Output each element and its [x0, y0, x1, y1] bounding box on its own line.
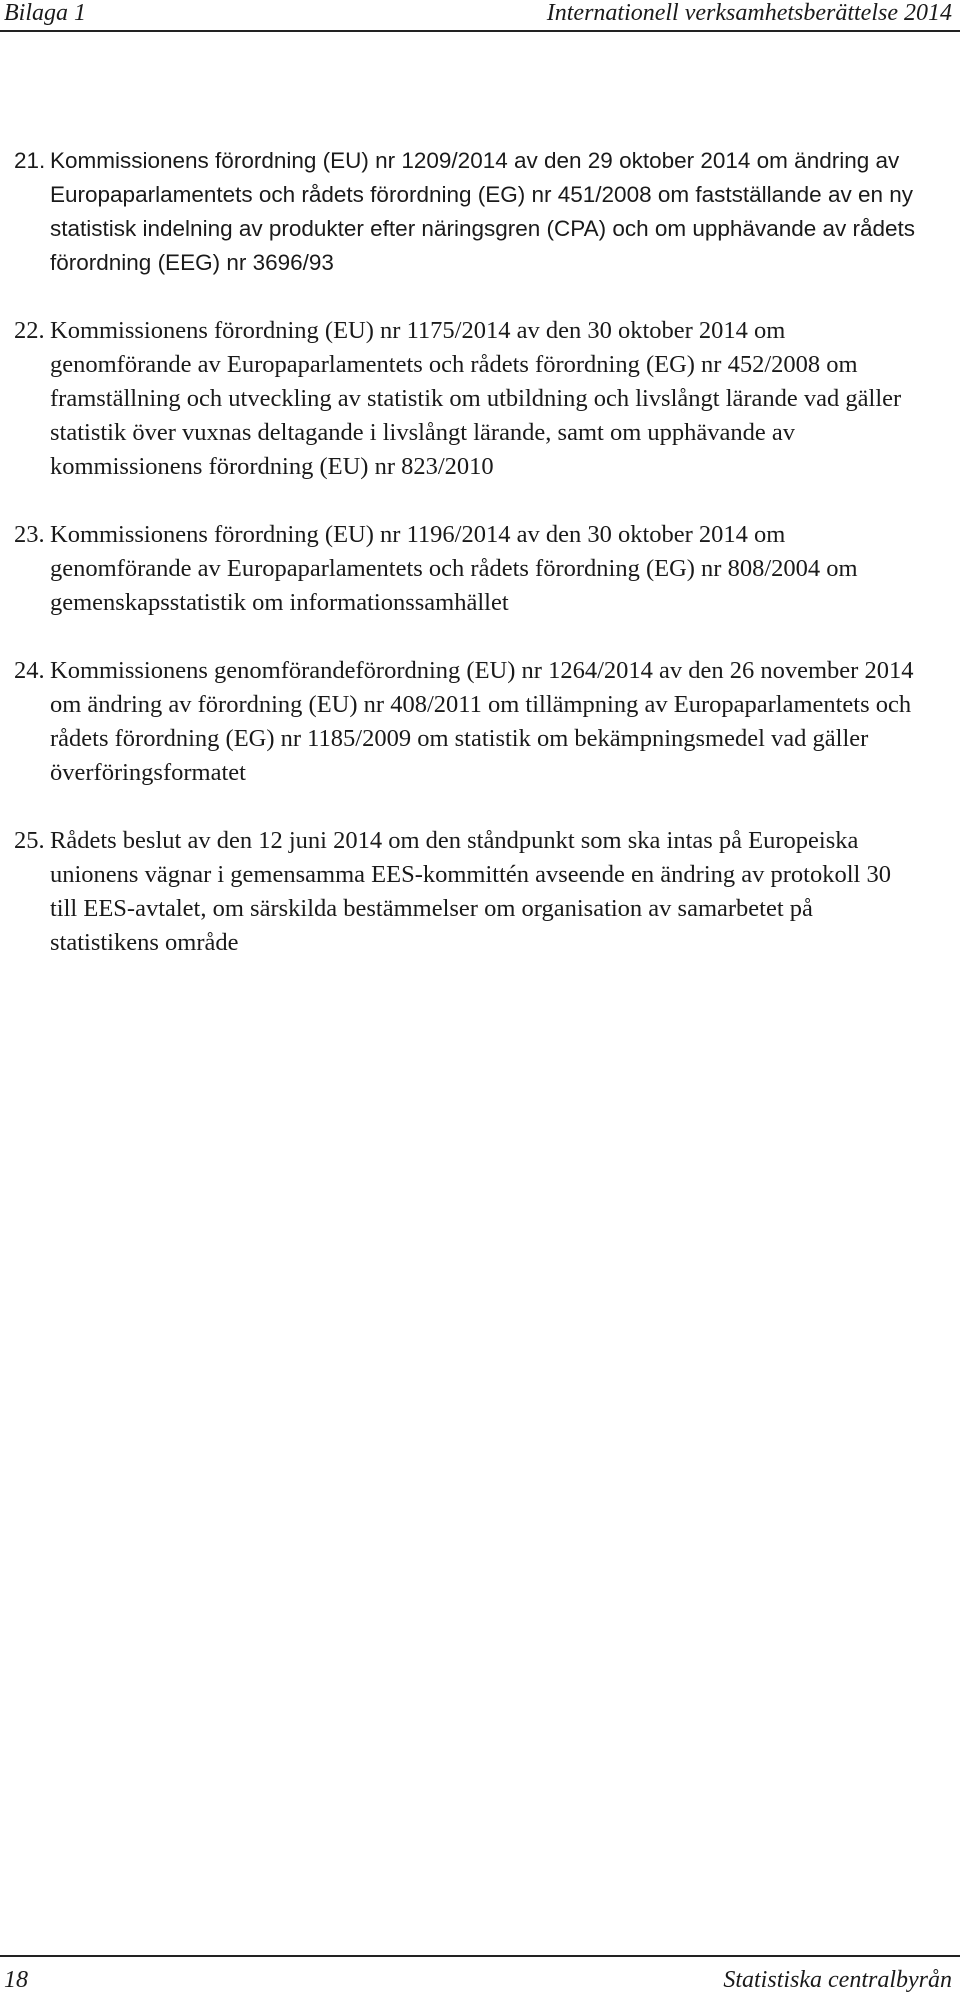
list-item-number: 23.	[14, 521, 45, 548]
page-number: 18	[4, 1967, 28, 1993]
list-item	[14, 518, 920, 620]
list-item-text: Kommissionens förordning (EU) nr 1196/2014 av den 30 oktober 2014 om genomförande av Europaparlamentets och rådets förordning (EG) nr 808/2004 om gemenskapsstatistik om informationssamhället	[50, 521, 858, 616]
list-item-number: 21.	[14, 148, 46, 173]
list-item-number: 22.	[14, 317, 45, 344]
list-item	[14, 314, 920, 484]
header-appendix-label: Bilaga 1	[4, 0, 86, 26]
list-item-text: Kommissionens genomförandeförordning (EU) nr 1264/2014 av den 26 november 2014 om ändring av förordning (EU) nr 408/2011 om tillämpning av Europaparlamentets och rådets förordning (EG) nr 1185/2009 om statistik om bekämpningsmedel vad gäller överföringsformatet	[50, 657, 914, 786]
list-item-text: Kommissionens förordning (EU) nr 1209/2014 av den 29 oktober 2014 om ändring av Europaparlamentets och rådets förordning (EG) nr 451/2008 om fastställande av en ny statistisk indelning av produkter efter näringsgren (CPA) och om upphävande av rådets förordning (EEG) nr 3696/93	[50, 148, 916, 275]
footer-organization: Statistiska centralbyrån	[723, 1967, 952, 1993]
list-item-number: 25.	[14, 827, 45, 854]
list-item	[14, 144, 920, 280]
page-header	[0, 0, 960, 28]
header-report-title: Internationell verksamhetsberättelse 2014	[546, 0, 952, 26]
footer-divider	[0, 1955, 960, 1957]
page-footer	[0, 1955, 960, 2005]
list-item-text: Rådets beslut av den 12 juni 2014 om den ståndpunkt som ska intas på Europeiska unionens vägnar i gemensamma EES-kommittén avseende en ändring av protokoll 30 till EES-avtalet, om särskilda bestämmelser om organisation av samarbetet på statistikens område	[50, 827, 891, 956]
list-item-number: 24.	[14, 657, 45, 684]
list-item	[14, 654, 920, 790]
list-item	[14, 824, 920, 960]
list-item-text: Kommissionens förordning (EU) nr 1175/2014 av den 30 oktober 2014 om genomförande av Europaparlamentets och rådets förordning (EG) nr 452/2008 om framställning och utveckling av statistik om utbildning och livslångt lärande vad gäller statistik över vuxnas deltagande i livslångt lärande, samt om upphävande av kommissionens förordning (EU) nr 823/2010	[50, 317, 902, 480]
regulation-list	[14, 144, 920, 994]
header-divider	[0, 30, 960, 32]
